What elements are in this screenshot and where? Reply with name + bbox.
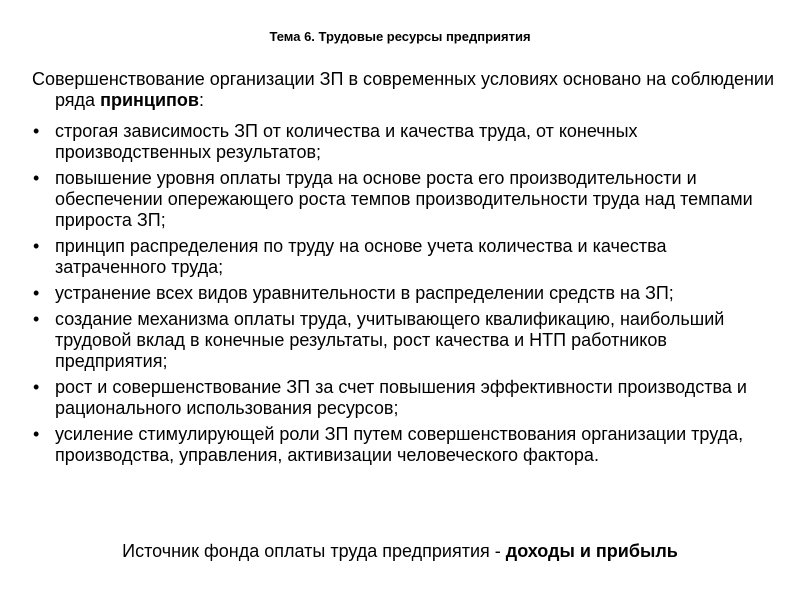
list-item — [32, 377, 782, 419]
list-item-text: принцип распределения по труду на основе учета количества и качества затраченного труда; — [55, 236, 667, 277]
intro-bold-word: принципов — [100, 90, 199, 110]
list-item-text: усиление стимулирующей роли ЗП путем совершенствования организации труда, производства, управления, активизации человеческого фактора. — [55, 424, 744, 465]
list-item-text: повышение уровня оплаты труда на основе роста его производительности и обеспечении опережающего роста темпов производительности труда над темпами прироста ЗП; — [55, 168, 753, 230]
source-line — [0, 541, 800, 562]
list-item — [32, 168, 782, 231]
principles-list — [32, 121, 782, 471]
slide-title: Тема 6. Трудовые ресурсы предприятия — [269, 29, 531, 44]
list-item — [32, 236, 782, 278]
bullet-icon: • — [33, 168, 40, 188]
bullet-icon: • — [33, 377, 40, 397]
source-text: Источник фонда оплаты труда предприятия - — [122, 541, 506, 561]
list-item — [32, 309, 782, 372]
bullet-icon: • — [33, 121, 40, 141]
intro-text: Совершенствование организации ЗП в современных условиях основано на соблюдении ряда — [32, 69, 775, 110]
list-item — [32, 283, 782, 304]
list-item-text: строгая зависимость ЗП от количества и качества труда, от конечных производственных результатов; — [55, 121, 638, 162]
intro-paragraph — [32, 69, 795, 111]
bullet-icon: • — [33, 424, 40, 444]
bullet-icon: • — [33, 236, 40, 256]
list-item-text: рост и совершенствование ЗП за счет повышения эффективности производства и рационального использования ресурсов; — [55, 377, 747, 418]
bullet-icon: • — [33, 309, 40, 329]
list-item — [32, 424, 782, 466]
list-item-text: устранение всех видов уравнительности в распределении средств на ЗП; — [55, 283, 674, 303]
list-item-text: создание механизма оплаты труда, учитывающего квалификацию, наибольший трудовой вклад в конечные результаты, рост качества и НТП работников предприятия; — [55, 309, 725, 371]
source-bold: доходы и прибыль — [505, 541, 678, 561]
intro-end: : — [198, 90, 204, 110]
list-item — [32, 121, 782, 163]
bullet-icon: • — [33, 283, 40, 303]
